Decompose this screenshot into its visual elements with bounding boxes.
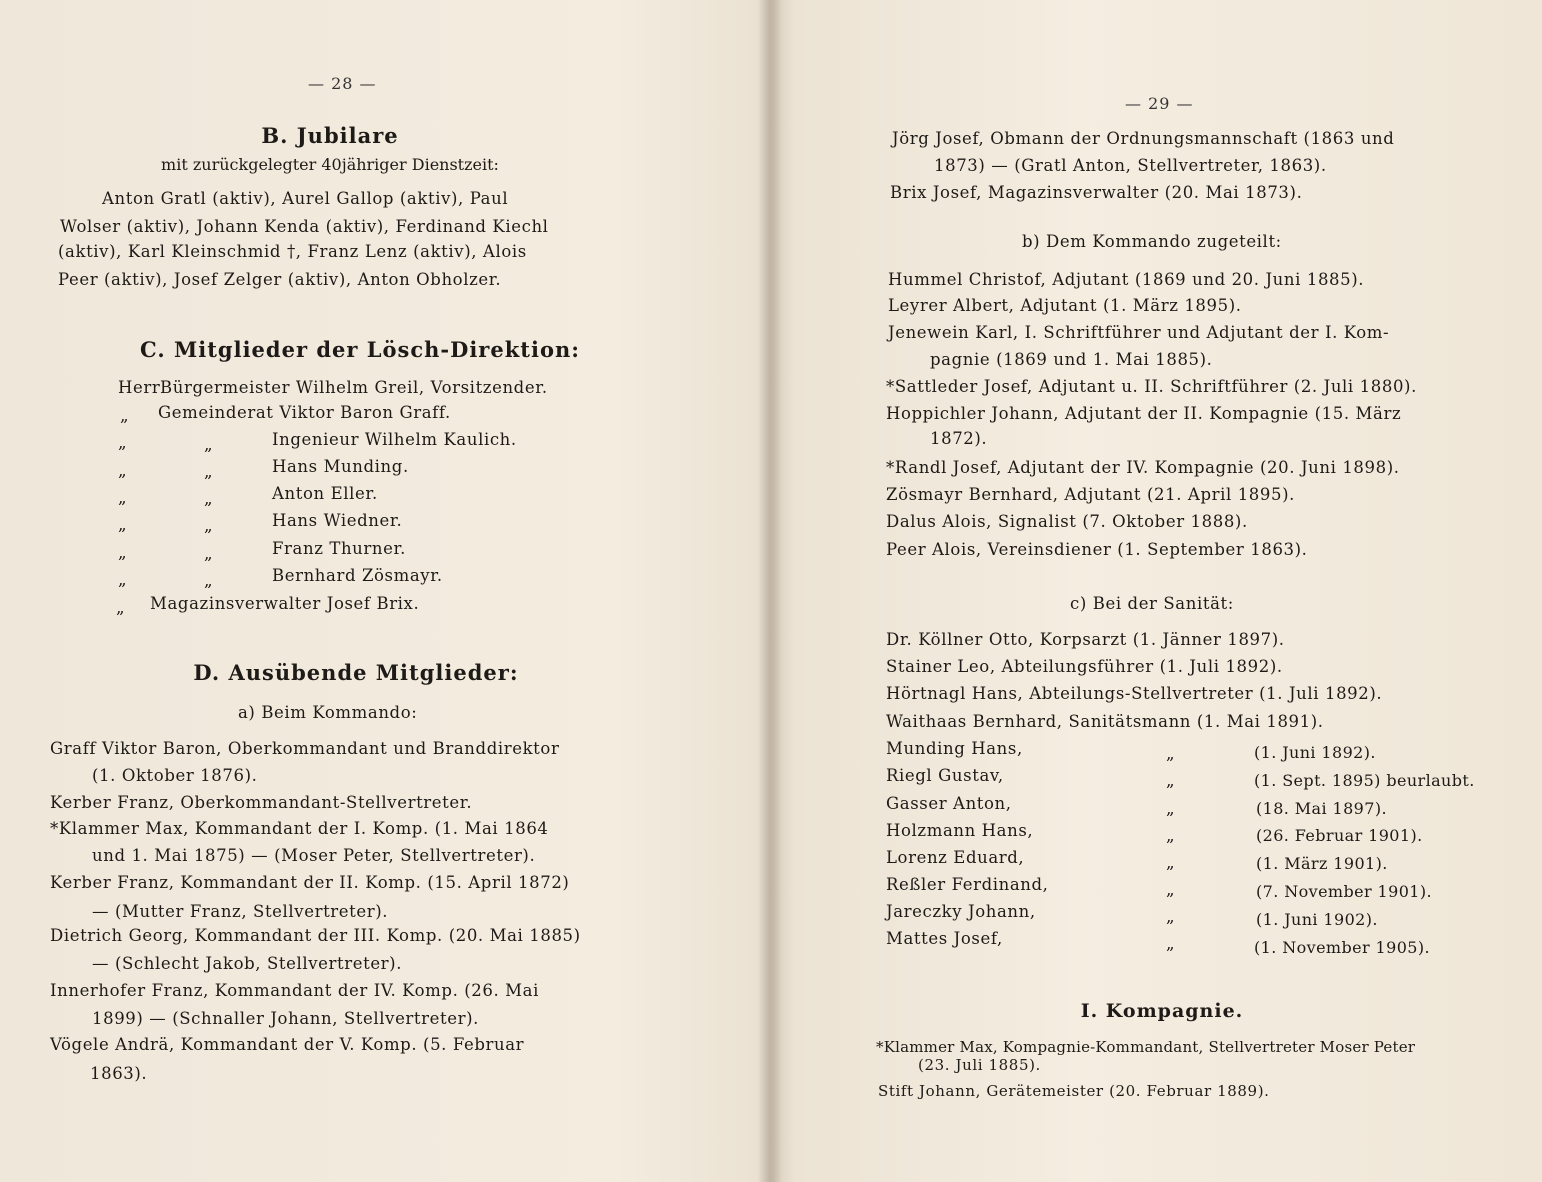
kommando-line: Graff Viktor Baron, Oberkommandant und Branddirektor [50,739,560,758]
kommando-line: (1. Oktober 1876). [92,766,258,785]
kommando-line: Kerber Franz, Oberkommandant-Stellvertreter. [50,793,473,812]
sanitaet-line: Dr. Köllner Otto, Korpsarzt (1. Jänner 1897). [886,630,1285,649]
jubilare-line: Wolser (aktiv), Johann Kenda (aktiv), Ferdinand Kiechl [60,217,549,236]
kompagnie-line: (23. Juli 1885). [918,1056,1041,1074]
sanitaet-row-name: Lorenz Eduard, [886,848,1025,867]
sanitaet-row-ditto: „ [1166,880,1176,899]
sanitaet-row-ditto: „ [1166,853,1176,872]
loesch-row-prefix: „ [118,461,128,480]
sanitaet-row-name: Reßler Ferdinand, [886,875,1049,894]
zugeteilt-line: pagnie (1869 und 1. Mai 1885). [930,350,1213,369]
loesch-row-ditto: „ [204,435,214,454]
jubilare-line: Peer (aktiv), Josef Zelger (aktiv), Anton Obholzer. [58,270,502,289]
loesch-row-prefix: „ [118,433,128,452]
sanitaet-row-name: Gasser Anton, [886,794,1012,813]
kommando-line: — (Mutter Franz, Stellvertreter). [92,902,389,921]
top-line: 1873) — (Gratl Anton, Stellvertreter, 1863). [934,156,1327,175]
section-heading-jubilare: B. Jubilare [261,123,399,148]
kommando-line: Innerhofer Franz, Kommandant der IV. Komp. (26. Mai [50,981,539,1000]
zugeteilt-line: Hummel Christof, Adjutant (1869 und 20. Juni 1885). [888,270,1365,289]
loesch-row-ditto: „ [204,462,214,481]
loesch-row-prefix: „ [116,598,126,617]
loesch-row-ditto: „ [204,516,214,535]
sanitaet-row-ditto: „ [1166,744,1176,763]
page-number: — 28 — [308,74,377,93]
loesch-row-prefix: „ [118,488,128,507]
loesch-row: Bernhard Zösmayr. [272,566,443,585]
loesch-row: Franz Thurner. [272,539,406,558]
section-heading-loesch-direktion: C. Mitglieder der Lösch-Direktion: [140,337,580,362]
kommando-line: *Klammer Max, Kommandant der I. Komp. (1. Mai 1864 [50,819,549,838]
loesch-row: Gemeinderat Viktor Baron Graff. [158,403,451,422]
page-28 [0,0,762,1182]
subheading-zugeteilt: b) Dem Kommando zugeteilt: [1022,232,1282,251]
sanitaet-row-date: (7. November 1901). [1256,882,1432,901]
zugeteilt-line: Jenewein Karl, I. Schriftführer und Adjutant der I. Kom- [888,323,1390,342]
section-subheading-jubilare: mit zurückgelegter 40jähriger Dienstzeit: [161,155,499,174]
kommando-line: Kerber Franz, Kommandant der II. Komp. (15. April 1872) [50,873,570,892]
loesch-row-prefix: Herr [118,378,161,397]
jubilare-line: Anton Gratl (aktiv), Aurel Gallop (aktiv), Paul [102,189,509,208]
zugeteilt-line: 1872). [930,429,988,448]
kommando-line: Dietrich Georg, Kommandant der III. Komp. (20. Mai 1885) [50,926,581,945]
sanitaet-row-ditto: „ [1166,799,1176,818]
loesch-row-prefix: „ [118,515,128,534]
zugeteilt-line: Dalus Alois, Signalist (7. Oktober 1888). [886,512,1248,531]
kompagnie-line: Stift Johann, Gerätemeister (20. Februar 1889). [878,1082,1270,1100]
sanitaet-row-ditto: „ [1166,771,1176,790]
loesch-row-prefix: „ [120,406,130,425]
sanitaet-row-date: (1. Juni 1902). [1256,910,1378,929]
kommando-line: — (Schlecht Jakob, Stellvertreter). [92,954,403,973]
sanitaet-line: Waithaas Bernhard, Sanitätsmann (1. Mai 1891). [886,712,1324,731]
zugeteilt-line: Zösmayr Bernhard, Adjutant (21. April 1895). [886,485,1295,504]
loesch-row-prefix: „ [118,543,128,562]
top-line: Jörg Josef, Obmann der Ordnungsmannschaft (1863 und [892,129,1395,148]
zugeteilt-line: Hoppichler Johann, Adjutant der II. Kompagnie (15. März [886,404,1402,423]
sanitaet-row-name: Jareczky Johann, [886,902,1036,921]
sanitaet-line: Hörtnagl Hans, Abteilungs-Stellvertreter (1. Juli 1892). [886,684,1383,703]
sanitaet-row-name: Mattes Josef, [886,929,1003,948]
zugeteilt-line: Peer Alois, Vereinsdiener (1. September 1863). [886,540,1308,559]
sanitaet-row-name: Holzmann Hans, [886,821,1034,840]
zugeteilt-line: *Randl Josef, Adjutant der IV. Kompagnie (20. Juni 1898). [886,458,1400,477]
zugeteilt-line: *Sattleder Josef, Adjutant u. II. Schriftführer (2. Juli 1880). [886,377,1417,396]
section-heading-kompagnie: I. Kompagnie. [1080,1000,1244,1022]
sanitaet-row-ditto: „ [1166,826,1176,845]
sanitaet-row-date: (1. Juni 1892). [1254,743,1376,762]
kommando-line: 1899) — (Schnaller Johann, Stellvertreter). [92,1009,479,1028]
kompagnie-line: *Klammer Max, Kompagnie-Kommandant, Stellvertreter Moser Peter [876,1038,1416,1056]
loesch-row: Anton Eller. [272,484,378,503]
sanitaet-row-ditto: „ [1166,907,1176,926]
kommando-line: und 1. Mai 1875) — (Moser Peter, Stellvertreter). [92,846,536,865]
sanitaet-row-date: (1. Sept. 1895) beurlaubt. [1254,771,1475,790]
loesch-row: Bürgermeister Wilhelm Greil, Vorsitzender. [160,378,548,397]
jubilare-line: (aktiv), Karl Kleinschmid †, Franz Lenz (aktiv), Alois [58,242,527,261]
section-heading-ausuebende: D. Ausübende Mitglieder: [193,660,519,685]
sanitaet-line: Stainer Leo, Abteilungsführer (1. Juli 1892). [886,657,1283,676]
sanitaet-row-name: Riegl Gustav, [886,766,1004,785]
zugeteilt-line: Leyrer Albert, Adjutant (1. März 1895). [888,296,1242,315]
loesch-row-ditto: „ [204,571,214,590]
top-line: Brix Josef, Magazinsverwalter (20. Mai 1873). [890,183,1303,202]
sanitaet-row-date: (1. November 1905). [1254,938,1430,957]
kommando-line: 1863). [90,1064,148,1083]
sanitaet-row-date: (18. Mai 1897). [1256,799,1387,818]
subheading-sanitaet: c) Bei der Sanität: [1070,594,1234,613]
loesch-row-ditto: „ [204,489,214,508]
sanitaet-row-name: Munding Hans, [886,739,1023,758]
page-29 [782,0,1542,1182]
kommando-line: Vögele Andrä, Kommandant der V. Komp. (5. Februar [50,1035,525,1054]
loesch-row: Hans Munding. [272,457,409,476]
page-number: — 29 — [1125,94,1194,113]
sanitaet-row-date: (26. Februar 1901). [1256,826,1423,845]
subheading-beim-kommando: a) Beim Kommando: [238,703,418,722]
sanitaet-row-date: (1. März 1901). [1256,854,1388,873]
sanitaet-row-ditto: „ [1166,934,1176,953]
loesch-row-prefix: „ [118,570,128,589]
loesch-row-ditto: „ [204,544,214,563]
loesch-row: Hans Wiedner. [272,511,403,530]
loesch-row: Magazinsverwalter Josef Brix. [150,594,420,613]
loesch-row: Ingenieur Wilhelm Kaulich. [272,430,517,449]
